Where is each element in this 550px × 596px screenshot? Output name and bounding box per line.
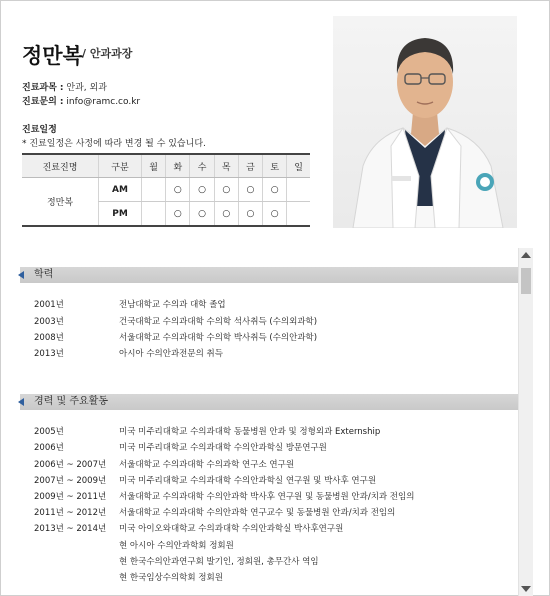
schedule-cell: ○ [238,202,262,227]
item-text: 현 한국임상수의학회 정회원 [119,573,223,583]
item-text: 서울대학교 수의과대학 수의과학 연구소 연구원 [119,460,295,470]
section-header-education [20,267,518,283]
item-text: 현 한국수의안과연구회 발기인, 정회원, 총무간사 역임 [119,557,319,567]
col-header: 구분 [99,154,142,178]
item-text: 서울대학교 수의과대학 수의안과학 연구교수 및 동물병원 안과/치과 전임의 [119,508,396,518]
item-text: 미국 미주리대학교 수의과대학 수의안과학실 방문연구원 [119,443,327,453]
schedule-cell: ○ [190,178,214,202]
contact-email[interactable]: info@ramc.co.kr [66,97,141,107]
scroll-down-icon[interactable] [521,586,531,592]
schedule-table [22,153,310,227]
scrollbar-thumb[interactable] [521,268,531,294]
schedule-doctor: 정만복 [22,178,99,227]
item-year: 2001년 [34,300,64,310]
schedule-cell [142,202,166,227]
schedule-cell: ○ [190,202,214,227]
col-header: 금 [238,154,262,178]
item-year: 2013년 [34,349,64,359]
slot-label: AM [99,178,142,202]
item-year: 2006년 ~ 2007년 [34,460,107,470]
item-year: 2008년 [34,333,64,343]
vertical-scrollbar[interactable] [518,248,533,596]
contact-label: 진료문의 : [22,97,64,107]
dept-value: 안과, 외과 [66,83,107,93]
schedule-cell: ○ [238,178,262,202]
dept-label: 진료과목 : [22,83,64,93]
item-year: 2006년 [34,443,64,453]
section-marker-icon [18,398,24,406]
doctor-portrait-illustration [333,16,517,228]
content-scroll-area[interactable] [0,238,532,596]
col-header: 화 [166,154,190,178]
item-text: 건국대학교 수의과대학 수의학 석사취득 (수의외과학) [119,317,318,327]
item-text: 미국 미주리대학교 수의과대학 수의안과학실 연구원 및 박사후 연구원 [119,476,377,486]
item-year: 2009년 ~ 2011년 [34,492,107,502]
schedule-cell: ○ [166,178,190,202]
contact-line [22,94,140,107]
schedule-cell: ○ [263,178,287,202]
section-header-career [20,394,518,410]
schedule-cell: ○ [214,178,238,202]
item-text: 현 아시아 수의안과학회 정회원 [119,541,234,551]
scroll-up-icon[interactable] [521,252,531,258]
item-text: 아시아 수의안과전문의 취득 [119,349,223,359]
schedule-cell [287,178,310,202]
item-year: 2003년 [34,317,64,327]
schedule-cell [142,178,166,202]
schedule-title: 진료일정 [22,125,57,135]
item-text: 미국 아이오와대학교 수의과대학 수의안과학실 박사후연구원 [119,524,344,534]
schedule-note: * 진료일정은 사정에 따라 변경 될 수 있습니다. [22,139,206,149]
col-header: 목 [214,154,238,178]
item-text: 서울대학교 수의과대학 수의학 박사취득 (수의안과학) [119,333,318,343]
doctor-photo [333,16,517,228]
item-text: 서울대학교 수의과대학 수의안과학 박사후 연구원 및 동물병원 안과/치과 전임의 [119,492,415,502]
col-header: 월 [142,154,166,178]
item-text: 미국 미주리대학교 수의과대학 동물병원 안과 및 정형외과 Externship [119,427,381,437]
schedule-cell: ○ [166,202,190,227]
slot-label: PM [99,202,142,227]
schedule-cell: ○ [263,202,287,227]
item-text: 전남대학교 수의과 대학 졸업 [119,300,226,310]
item-year: 2005년 [34,427,64,437]
schedule-cell: ○ [214,202,238,227]
schedule-header-row [22,154,310,178]
schedule-cell [287,202,310,227]
doctor-position: / 안과과장 [82,47,133,60]
item-year: 2011년 ~ 2012년 [34,508,107,518]
doctor-name: 정만복 [22,44,83,68]
col-header: 수 [190,154,214,178]
section-title: 학력 [34,269,54,280]
section-title: 경력 및 주요활동 [34,396,108,407]
col-header: 일 [287,154,310,178]
col-header: 토 [263,154,287,178]
item-year: 2007년 ~ 2009년 [34,476,107,486]
section-marker-icon [18,271,24,279]
item-year: 2013년 ~ 2014년 [34,524,107,534]
dept-line [22,80,107,93]
col-header: 진료진명 [22,154,99,178]
schedule-row-am [22,178,310,202]
